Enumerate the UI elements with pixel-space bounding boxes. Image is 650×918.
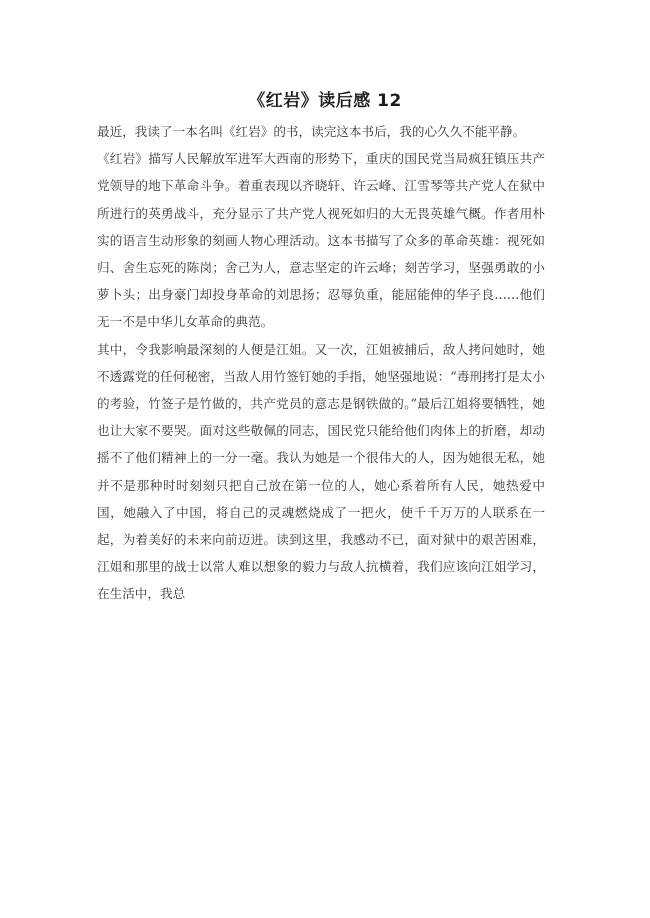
paragraph-2: 《红岩》描写人民解放军进军大西南的形势下，重庆的国民党当局疯狂镇压共产党领导的地下革命斗争。着重表现以齐晓轩、许云峰、江雪琴等共产党人在狱中所进行的英勇战斗，充分显示了共产党人视死如归的大无畏英雄气概。作者用朴实的语言生动形象的刻画人物心理活动。这本书描写了众多的革命英雄：视死如归、舍生忘死的陈岗；舍己为人，意志坚定的许云峰；刻苦学习，坚强勇敢的小萝卜头；出身豪门却投身革命的刘思扬；忍辱负重，能屈能伸的华子良……他们无一不是中华儿女革命的典范。	[97, 151, 545, 330]
document-title: 《红岩》读后感 12	[248, 91, 402, 111]
paragraph-3: 其中，令我影响最深刻的人便是江姐。又一次，江姐被捕后，敌人拷问她时，她不透露党的任何秘密，当敌人用竹签钉她的手指，她坚强地说：“毒刑拷打是太小的考验，竹签子是竹做的，共产党员的意志是钢铁做的。”最后江姐将要牺牲，她也让大家不要哭。面对这些敬佩的同志，国民党只能给他们肉体上的折磨，却动摇不了他们精神上的一分一毫。我认为她是一个很伟大的人，因为她很无私，她并不是那种时时刻刻只把自己放在第一位的人，她心系着所有人民，她热爱中国，她融入了中国，将自己的灵魂燃烧成了一把火，使千千万万的人联系在一起，为着美好的未来向前迈进。读到这里，我感动不已，面对狱中的艰苦困难，江姐和那里的战士以常人难以想象的毅力与敌人抗横着，我们应该向江姐学习，在生活中，我总	[97, 341, 545, 602]
document-body	[97, 118, 545, 608]
paragraph-1: 最近，我读了一本名叫《红岩》的书，读完这本书后，我的心久久不能平静。	[97, 124, 526, 139]
